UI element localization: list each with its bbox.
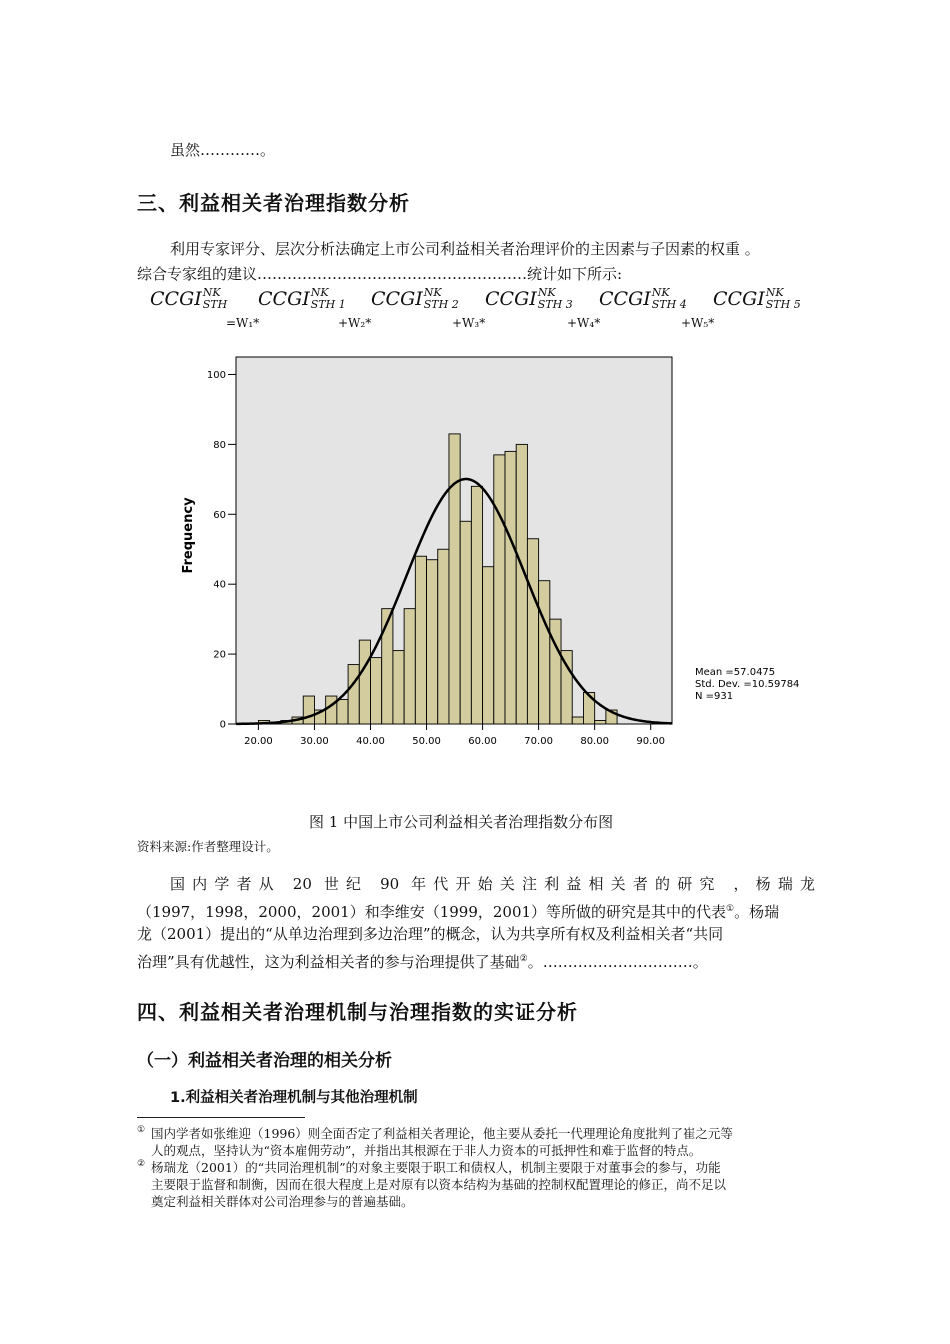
footnotes (137, 1125, 827, 1210)
x-tick-label: 60.00 (468, 736, 497, 747)
footnote-1-line1: 国内学者如张维迎（1996）则全面否定了利益相关者理论，他主要从委托一代理理论角度批判了崔之元等 (151, 1126, 733, 1141)
x-tick-label: 30.00 (300, 736, 329, 747)
formula-weight-1: =W₁* (226, 316, 260, 330)
histogram-bar (382, 609, 393, 724)
footnote-separator (137, 1117, 305, 1118)
histogram-bar (561, 651, 572, 724)
literature-paragraph-line2: （1997，1998，2000，2001）和李维安（1999，2001）等所做的研究是其中的代表①。杨瑞 (137, 903, 780, 921)
formula-weight-4: +W₄* (567, 316, 601, 330)
x-tick-label: 50.00 (412, 736, 441, 747)
histogram-bar (483, 567, 494, 724)
x-tick-label: 70.00 (524, 736, 553, 747)
figure-caption: 图 1 中国上市公司利益相关者治理指数分布图 (309, 813, 614, 831)
footnote-1 (137, 1125, 827, 1159)
histogram-bar (494, 455, 505, 724)
footnote-2-line3: 奠定利益相关群体对公司治理参与的普遍基础。 (151, 1194, 414, 1209)
formula-term-5: CCGI NK STH 5 (713, 286, 801, 311)
literature-paragraph-line4: 治理”具有优越性，这为利益相关者的参与治理提供了基础②。…………………………。 (137, 953, 708, 971)
footnote-2-mark: ② (137, 1159, 146, 1169)
histogram-bar (427, 560, 438, 724)
footnote-ref-1[interactable]: ① (726, 904, 735, 914)
histogram-bar (370, 658, 381, 724)
formula-weight-2: +W₂* (338, 316, 372, 330)
histogram-bar (471, 486, 482, 724)
footnote-ref-2[interactable]: ② (519, 954, 528, 964)
histogram-bar (460, 521, 471, 724)
x-tick-label: 80.00 (580, 736, 609, 747)
section-heading-3: 三、利益相关者治理指数分析 (137, 191, 410, 215)
formula-term-3: CCGI NK STH 3 (485, 286, 573, 311)
histogram-bar (449, 434, 460, 724)
x-tick-label: 20.00 (244, 736, 273, 747)
footnote-2-line1: 杨瑞龙（2001）的“共同治理机制”的对象主要限于职工和债权人，机制主要限于对董事会的参与，功能 (151, 1160, 721, 1175)
section-heading-4: 四、利益相关者治理机制与治理指数的实证分析 (137, 1000, 578, 1024)
subsection-heading-1: （一）利益相关者治理的相关分析 (137, 1051, 392, 1071)
histogram-bar (572, 717, 583, 724)
frequency-histogram (170, 345, 820, 755)
weights-paragraph-line2: 综合专家组的建议………………………………………………统计如下所示: (137, 265, 623, 283)
footnote-1-line2: 人的观点，坚持认为“资本雇佣劳动”，并指出其根源在于非人力资本的可抵押性和难于监督的特点。 (151, 1143, 702, 1158)
histogram-bar (303, 696, 314, 724)
formula-term-4: CCGI NK STH 4 (599, 286, 687, 311)
y-tick-label: 60 (213, 509, 226, 521)
histogram-bar (337, 700, 348, 724)
histogram-bar (505, 451, 516, 724)
histogram-bar (393, 651, 404, 724)
histogram-bar (415, 556, 426, 724)
stats-line: Std. Dev. =10.59784 (695, 679, 800, 690)
y-tick-label: 100 (206, 369, 226, 381)
x-tick-label: 40.00 (356, 736, 385, 747)
histogram-bar (404, 609, 415, 724)
weights-paragraph-line1: 利用专家评分、层次分析法确定上市公司利益相关者治理评价的主因素与子因素的权重 。 (170, 240, 760, 258)
footnote-1-mark: ① (137, 1125, 146, 1135)
stats-line: Mean =57.0475 (695, 667, 776, 678)
footnote-2 (137, 1159, 827, 1210)
y-tick-label: 20 (213, 649, 226, 661)
literature-paragraph-line3: 龙（2001）提出的“从单边治理到多边治理”的概念，认为共享所有权及利益相关者“共同 (137, 925, 724, 943)
y-tick-label: 0 (219, 719, 226, 731)
formula-weight-3: +W₃* (452, 316, 486, 330)
subsection-heading-2: 1.利益相关者治理机制与其他治理机制 (170, 1090, 418, 1106)
formula-term-2: CCGI NK STH 2 (371, 286, 459, 311)
formula-term-0: CCGI NK STH (150, 286, 228, 311)
formula-weight-5: +W₅* (681, 316, 715, 330)
histogram-bar (438, 549, 449, 724)
histogram-bar (595, 721, 606, 724)
footnote-2-line2: 主要限于监督和制衡，因而在很大程度上是对原有以资本结构为基础的控制权配置理论的修正，尚不足以 (151, 1177, 727, 1192)
y-tick-label: 40 (213, 579, 226, 591)
literature-paragraph-line1: 国内学者从 20 世纪 90 年代开始关注利益相关者的研究 ，杨瑞龙 (170, 875, 815, 893)
histogram-bar (359, 640, 370, 724)
y-axis-label: Frequency (181, 497, 196, 574)
histogram-bar (326, 696, 337, 724)
histogram-bar (539, 581, 550, 724)
y-tick-label: 80 (213, 439, 226, 451)
source-note: 资料来源:作者整理设计。 (137, 839, 279, 854)
formula-term-1: CCGI NK STH 1 (258, 286, 346, 311)
histogram-bar (527, 539, 538, 724)
histogram-bar (348, 665, 359, 724)
intro-paragraph: 虽然…………。 (170, 141, 276, 159)
x-tick-label: 90.00 (636, 736, 666, 747)
histogram-bar (516, 444, 527, 724)
stats-line: N =931 (695, 691, 734, 702)
histogram-bar (583, 693, 594, 724)
